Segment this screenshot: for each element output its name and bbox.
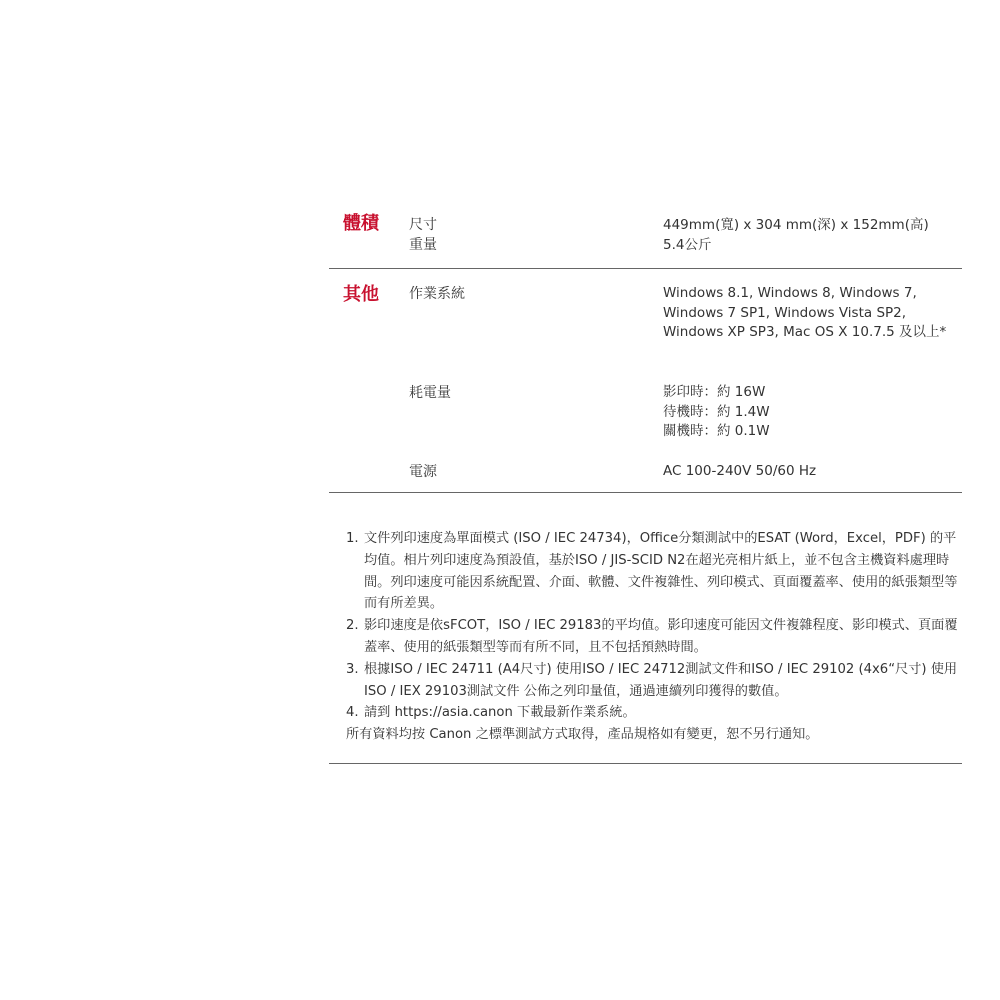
footnote-item [346, 528, 962, 615]
spec-value-line: Windows 8.1, Windows 8, Windows 7, [663, 285, 917, 301]
spec-value [663, 236, 711, 256]
footnote-number: 2. [346, 618, 359, 634]
footnote-text: 根據ISO / IEC 24711 (A4尺寸) 使用ISO / IEC 24712測試文件和ISO / IEC 29102 (4x6“尺寸) 使用ISO / IEX 29103測試文件 公佈之列印量值，通過連續列印獲得的數值。 [364, 661, 958, 699]
footnote-item [346, 702, 962, 724]
spec-value-line: 5.4公斤 [663, 237, 712, 253]
spec-value [663, 216, 929, 236]
spec-value-line: 影印時：約 16W [663, 384, 766, 400]
spec-label: 尺寸 [409, 217, 437, 233]
footnotes [346, 528, 962, 746]
spec-label: 電源 [409, 464, 437, 480]
footnote-text: 影印速度是依sFCOT，ISO / IEC 29183的平均值。影印速度可能因文件複雜程度、影印模式、頁面覆蓋率、使用的紙張類型等而有所不同，且不包括預熱時間。 [364, 618, 958, 655]
spec-label: 作業系統 [409, 286, 465, 302]
disclaimer-text: 所有資料均按 Canon 之標準測試方式取得，產品規格如有變更，恕不另行通知。 [346, 727, 819, 743]
spec-value [663, 462, 816, 482]
footnote-number: 1. [346, 531, 359, 546]
section-divider [329, 492, 962, 493]
spec-value-line: Windows XP SP3, Mac OS X 10.7.5 及以上* [663, 324, 947, 340]
section-divider [329, 268, 962, 269]
spec-label: 重量 [409, 237, 437, 253]
spec-value-line: 待機時：約 1.4W [663, 403, 770, 420]
spec-value-line: Windows 7 SP1, Windows Vista SP2, [663, 304, 907, 321]
spec-value [663, 284, 946, 343]
section-title-other: 其他 [343, 284, 379, 305]
footnote-text: 請到 https://asia.canon 下載最新作業系統。 [364, 705, 636, 721]
spec-value-line: 關機時：約 0.1W [663, 423, 770, 439]
bottom-divider [329, 763, 962, 764]
section-title-volume: 體積 [343, 213, 379, 234]
footnote-number: 4. [346, 705, 359, 721]
spec-label: 耗電量 [409, 385, 451, 401]
spec-value [663, 383, 770, 442]
footnote-number: 3. [346, 661, 359, 677]
spec-value-line: AC 100-240V 50/60 Hz [663, 463, 817, 479]
footnote-item [346, 659, 962, 703]
footnote-item [346, 615, 962, 659]
footnote-text: 文件列印速度為單面模式 (ISO / IEC 24734)，Office分類測試中的ESAT (Word，Excel，PDF) 的平均值。相片列印速度為預設值，基於ISO / JIS-SCID N2在超光亮相片紙上，並不包含主機資料處理時間。列印速度可能因系統配置、介面、軟體、文件複雜性、列印模式、頁面覆蓋率、使用的紙張類型等而有所差異。 [364, 531, 958, 612]
spec-value-line: 449mm(寬) x 304 mm(深) x 152mm(高) [663, 217, 929, 233]
